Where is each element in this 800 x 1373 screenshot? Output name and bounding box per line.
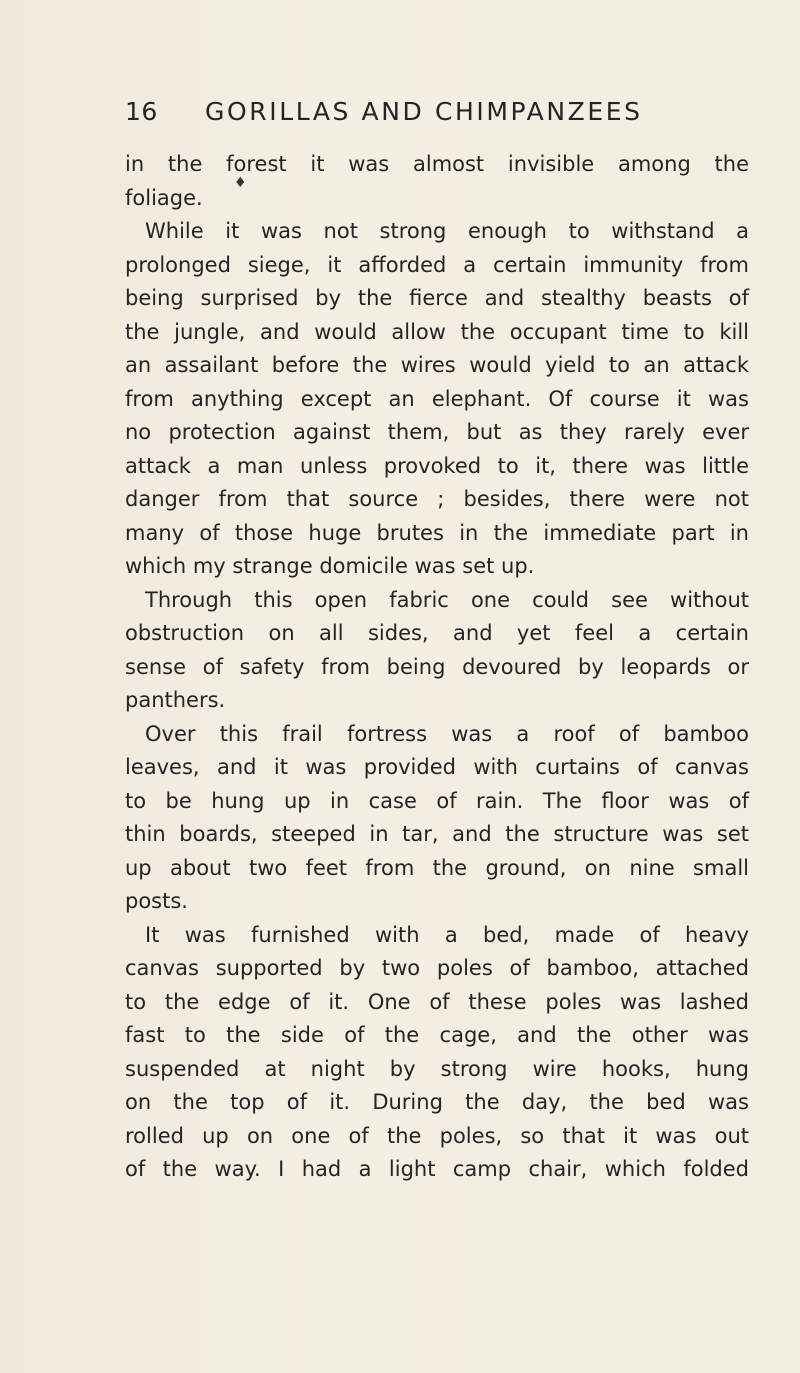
text-line: to the edge of it. One of these poles was lashed <box>125 989 749 1014</box>
page-header <box>125 97 745 133</box>
text-line: fast to the side of the cage, and the other was <box>125 1023 749 1047</box>
page-number: 16 <box>125 97 158 126</box>
text-line: Through this open fabric one could see without <box>145 587 749 612</box>
text-line: an assailant before the wires would yield to an attack <box>125 353 749 377</box>
body-text <box>125 148 749 1187</box>
text-line: leaves, and it was provided with curtains of canvas <box>125 755 749 779</box>
text-line: which my strange domicile was set up. <box>125 554 535 578</box>
text-line: While it was not strong enough to withstand a <box>145 219 749 243</box>
ink-speck-mark: ♦ <box>234 175 247 191</box>
text-line: Over this frail fortress was a roof of bamboo <box>145 721 749 746</box>
text-line: of the way. I had a light camp chair, which folded <box>125 1157 749 1181</box>
text-line: panthers. <box>125 688 226 712</box>
text-line: on the top of it. During the day, the bed was <box>125 1090 749 1114</box>
running-head: GORILLAS AND CHIMPANZEES <box>205 97 643 126</box>
text-line: canvas supported by two poles of bamboo, attached <box>125 956 749 980</box>
text-line: being surprised by the fierce and stealthy beasts of <box>125 286 749 310</box>
text-line: foliage. <box>125 185 203 210</box>
text-line: suspended at night by strong wire hooks, hung <box>125 1056 749 1081</box>
text-line: rolled up on one of the poles, so that it was out <box>125 1123 749 1148</box>
text-line: prolonged siege, it afforded a certain immunity from <box>125 252 749 277</box>
text-line: many of those huge brutes in the immediate part in <box>125 520 749 545</box>
text-line: posts. <box>125 889 188 913</box>
text-line: attack a man unless provoked to it, there was little <box>125 453 749 478</box>
text-line: the jungle, and would allow the occupant time to kill <box>125 319 749 344</box>
text-line: in the forest it was almost invisible among the <box>125 152 749 176</box>
text-line: It was furnished with a bed, made of heavy <box>145 922 749 947</box>
text-line: danger from that source ; besides, there were not <box>125 487 749 511</box>
text-line: up about two feet from the ground, on nine small <box>125 855 749 880</box>
text-line: obstruction on all sides, and yet feel a certain <box>125 621 749 645</box>
text-line: to be hung up in case of rain. The floor was of <box>125 788 749 813</box>
text-line: sense of safety from being devoured by leopards or <box>125 654 749 679</box>
text-line: thin boards, steeped in tar, and the structure was set <box>125 822 749 846</box>
text-line: from anything except an elephant. Of course it was <box>125 386 749 411</box>
text-line: no protection against them, but as they rarely ever <box>125 420 749 444</box>
